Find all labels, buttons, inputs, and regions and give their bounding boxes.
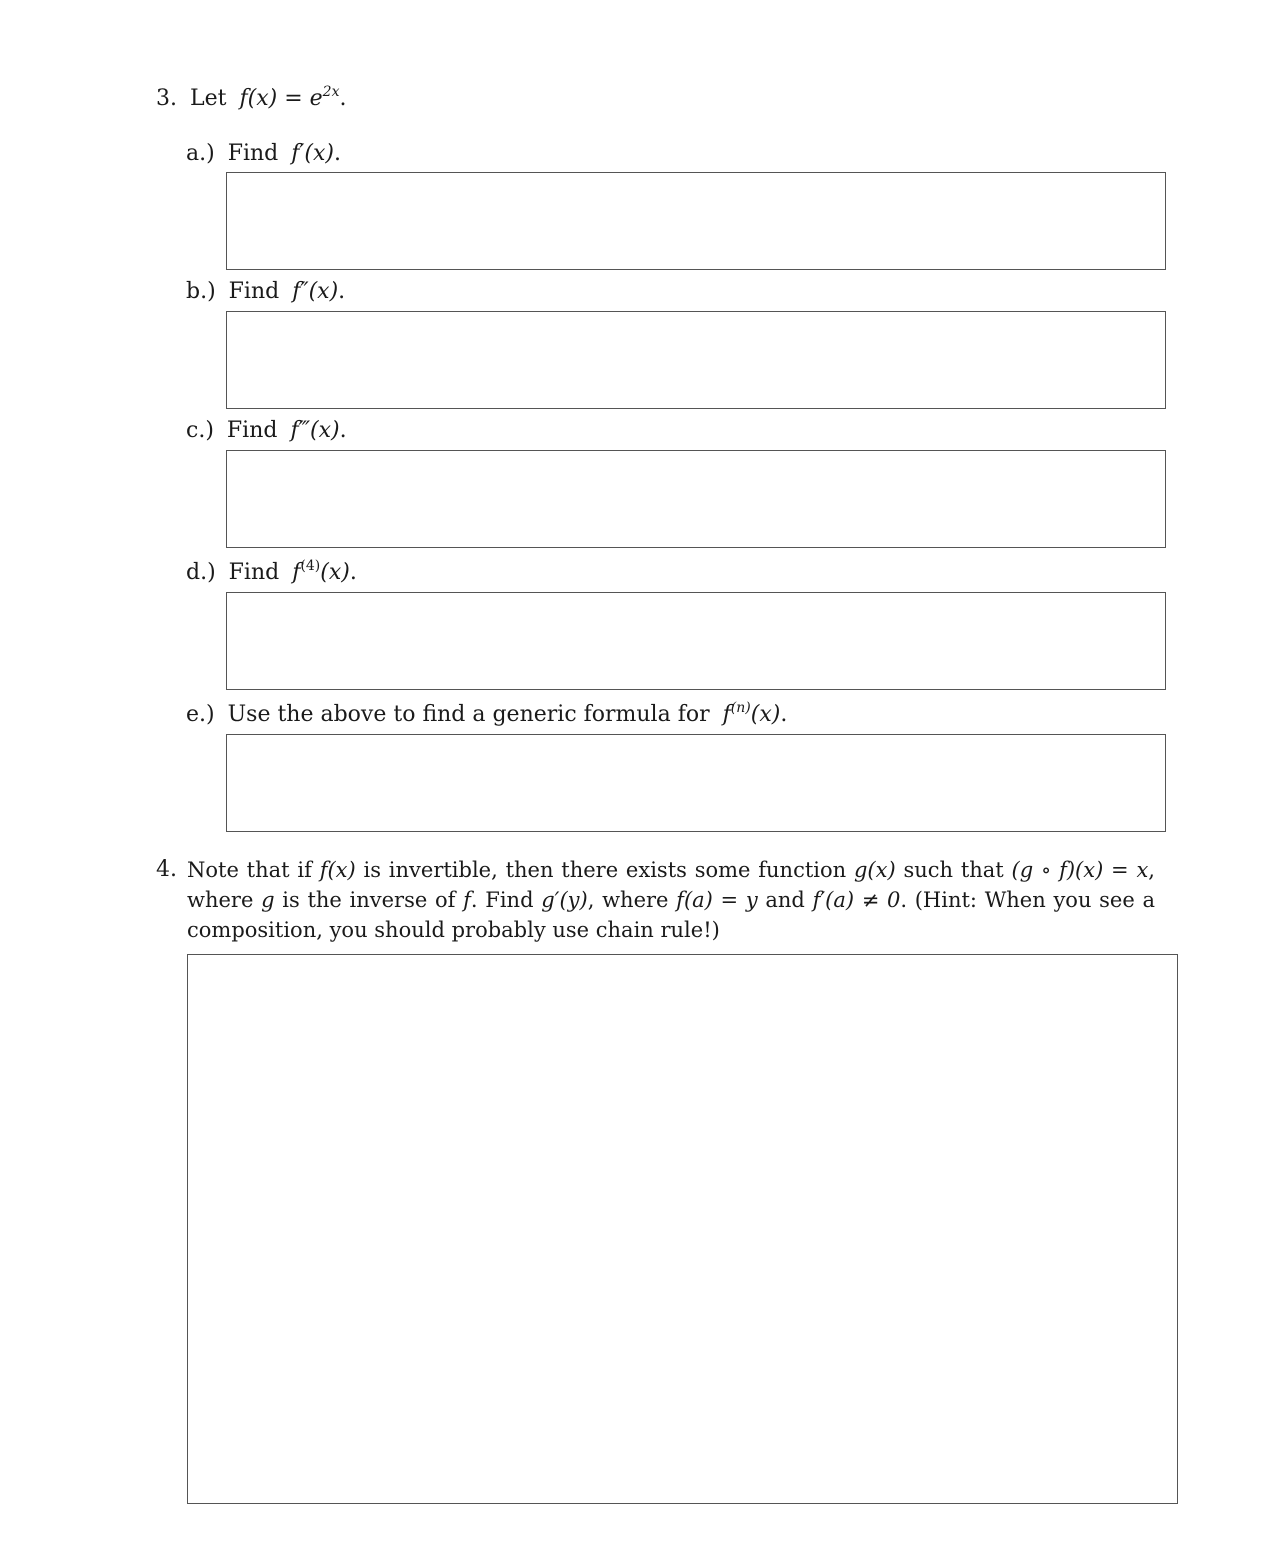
- part-b-prompt: [186, 278, 345, 306]
- answer-box-b[interactable]: [226, 311, 1166, 409]
- q4-line-1: [187, 856, 1155, 884]
- part-e-prompt: [186, 701, 787, 729]
- q3-heading: [156, 85, 346, 113]
- q4-l2-t10: . (Hint: When you see a: [900, 888, 1156, 912]
- q4-l1-t2: is invertible, then there exists some function: [363, 858, 847, 882]
- part-e-post: .: [780, 702, 788, 727]
- q3-eq: =: [284, 86, 303, 111]
- q4-l2-t8: and: [765, 888, 805, 912]
- q4-l2-t4: . Find: [470, 888, 534, 912]
- answer-box-c[interactable]: [226, 450, 1166, 548]
- q3-fx: f(x): [239, 86, 278, 111]
- part-c-pre: Find: [226, 418, 278, 443]
- q4-l1-m3: g(x): [853, 858, 896, 882]
- part-b-label: b.): [186, 279, 216, 304]
- part-b-pre: Find: [228, 279, 280, 304]
- q4-l2-t0: where: [187, 888, 254, 912]
- part-c-post: .: [339, 418, 347, 443]
- part-d-post: .: [349, 560, 357, 585]
- part-c-math: f‴(x): [290, 418, 340, 443]
- q4-l2-m5: g′(y): [541, 888, 588, 912]
- answer-box-a[interactable]: [226, 172, 1166, 270]
- q4-l1-t6: ,: [1148, 858, 1155, 882]
- part-d-fn: f: [292, 560, 301, 585]
- q4-l1-m5: (g ∘ f)(x) = x: [1011, 858, 1149, 882]
- q4-l2-m3: f: [463, 888, 471, 912]
- q4-l2-t2: is the inverse of: [282, 888, 456, 912]
- part-d-prompt: [186, 559, 357, 587]
- part-e-fn: f: [722, 702, 731, 727]
- part-a-prompt: [186, 140, 341, 168]
- answer-box-d[interactable]: [226, 592, 1166, 690]
- part-a-pre: Find: [227, 141, 279, 166]
- part-a-post: .: [333, 141, 341, 166]
- part-b-post: .: [338, 279, 346, 304]
- q3-number: 3.: [156, 86, 177, 111]
- part-c-prompt: [186, 417, 347, 445]
- part-e-arg: (x): [750, 702, 781, 727]
- q4-line-2: [187, 886, 1155, 914]
- part-e-label: e.): [186, 702, 215, 727]
- part-d-pre: Find: [228, 560, 280, 585]
- q4-l1-t4: such that: [903, 858, 1004, 882]
- q4-l1-t0: Note that if: [187, 858, 312, 882]
- part-b-math: f″(x): [292, 279, 339, 304]
- q4-l2-t6: , where: [587, 888, 669, 912]
- q4-line-3: composition, you should probably use chain rule!): [187, 918, 720, 942]
- part-e-pre: Use the above to find a generic formula for: [227, 702, 710, 727]
- part-a-math: f′(x): [291, 141, 334, 166]
- answer-box-e[interactable]: [226, 734, 1166, 832]
- part-d-arg: (x): [320, 560, 350, 585]
- answer-box-q4[interactable]: [187, 954, 1178, 1504]
- q4-l2-m9: f′(a) ≠ 0: [812, 888, 901, 912]
- part-d-sup: (4): [300, 558, 321, 574]
- part-d-label: d.): [186, 560, 216, 585]
- q4-l2-m1: g: [261, 888, 275, 912]
- q3-end: .: [339, 86, 347, 111]
- q4-number: 4.: [156, 857, 177, 882]
- q3-intro-text: Let: [190, 86, 227, 111]
- q4-l2-m7: f(a) = y: [676, 888, 758, 912]
- part-e-sup: (n): [730, 700, 751, 716]
- part-a-label: a.): [186, 141, 215, 166]
- q3-exp: 2x: [322, 84, 340, 100]
- q3-base: e: [309, 86, 323, 111]
- q4-l1-m1: f(x): [319, 858, 356, 882]
- part-c-label: c.): [186, 418, 214, 443]
